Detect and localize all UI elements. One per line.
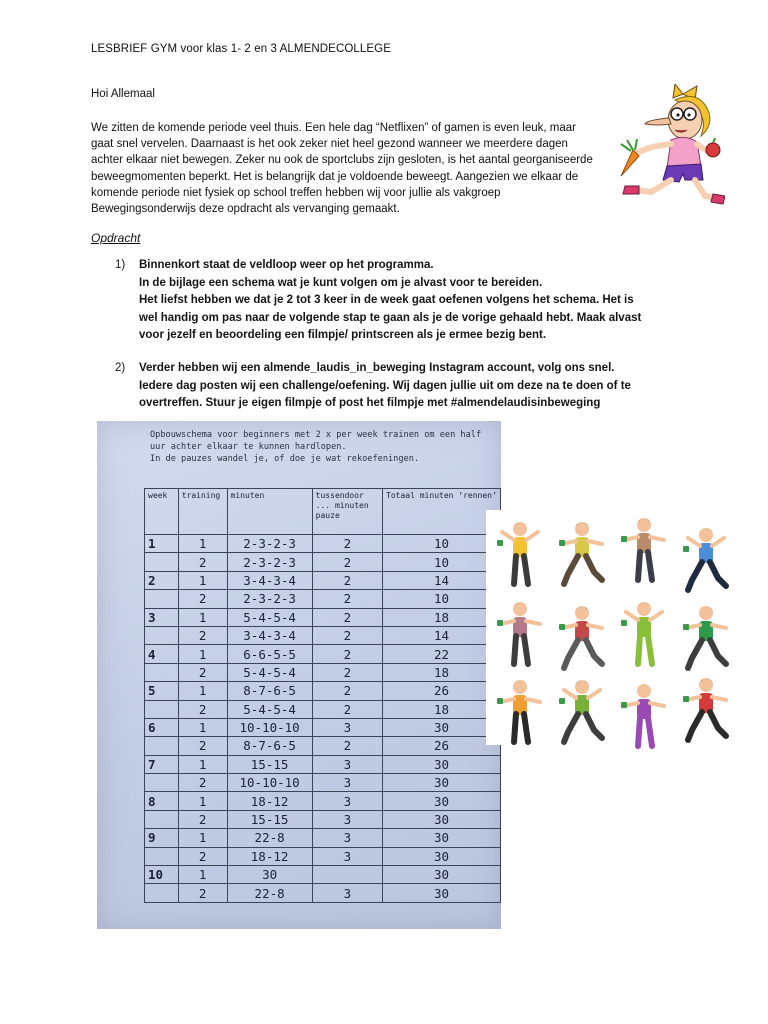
- cell-week: 7: [145, 755, 179, 773]
- cell-minuten: 18-12: [227, 792, 312, 810]
- cell-minuten: 5-4-5-4: [227, 608, 312, 626]
- cell-totaal: 14: [383, 571, 501, 589]
- exercise-figure-icon: [618, 598, 670, 668]
- cell-totaal: 10: [383, 553, 501, 571]
- table-row: [145, 774, 501, 792]
- intro-paragraph: We zitten de komende periode veel thuis. Een hele dag “Netflixen” of gamen is even leuk, maar gaat snel vervelen. Daarnaast is het ook zeker niet heel gezond wanneer we meerdere dagen achter elkaar niet bewegen. Zeker nu ook de sportclubs zijn gesloten, is het aantal georganiseerde beweegmomenten beperkt. Het is belangrijk dat je voldoende beweegt. Aangezien we elkaar de komende periode niet fysiek op school treffen hebben wij voor jullie als vakgroep Bewegingsonderwijs deze opdracht als vervanging gemaakt.: [91, 122, 593, 216]
- cell-week: 1: [145, 535, 179, 553]
- cell-totaal: 26: [383, 737, 501, 755]
- cell-pauze: 3: [312, 847, 382, 865]
- cell-pauze: 3: [312, 755, 382, 773]
- table-row: [145, 608, 501, 626]
- table-row: [145, 663, 501, 681]
- cell-training: 2: [178, 553, 227, 571]
- cell-minuten: 22-8: [227, 884, 312, 902]
- schedule-note-line: uur achter elkaar te kunnen hardlopen.: [150, 442, 347, 452]
- cell-week: [145, 663, 179, 681]
- cell-pauze: 2: [312, 645, 382, 663]
- cell-training: 2: [178, 663, 227, 681]
- table-row: [145, 571, 501, 589]
- cell-pauze: 2: [312, 535, 382, 553]
- cell-training: 2: [178, 626, 227, 644]
- table-row: [145, 810, 501, 828]
- list-item-number: 1): [115, 259, 126, 271]
- exercise-figure-icon: [494, 676, 546, 746]
- cell-minuten: 3-4-3-4: [227, 571, 312, 589]
- cell-minuten: 15-15: [227, 810, 312, 828]
- cell-week: [145, 590, 179, 608]
- cell-training: 2: [178, 847, 227, 865]
- cell-pauze: 3: [312, 718, 382, 736]
- exercise-figure-icon: [494, 518, 546, 588]
- list-item-line: Verder hebben wij een almende_laudis_in_beweging Instagram account, volg ons snel.: [139, 362, 615, 374]
- cell-training: 1: [178, 571, 227, 589]
- list-item-line: voor jezelf en beoordeling een filmpje/ printscreen als je ermee bezig bent.: [139, 329, 547, 342]
- cell-minuten: 10-10-10: [227, 774, 312, 792]
- list-item-body: [139, 257, 679, 345]
- table-row: [145, 590, 501, 608]
- cell-training: 2: [178, 737, 227, 755]
- column-header-minuten: minuten: [227, 489, 312, 535]
- cell-training: 1: [178, 829, 227, 847]
- cell-minuten: 2-3-2-3: [227, 590, 312, 608]
- cell-totaal: 18: [383, 663, 501, 681]
- schedule-note: [150, 429, 490, 465]
- cell-totaal: 30: [383, 718, 501, 736]
- schedule-header-row: [145, 489, 501, 535]
- schedule-body: [145, 535, 501, 903]
- table-row: [145, 866, 501, 884]
- document-title: LESBRIEF GYM voor klas 1- 2 en 3 ALMENDECOLLEGE: [91, 43, 391, 55]
- cell-minuten: 15-15: [227, 755, 312, 773]
- cell-totaal: 30: [383, 884, 501, 902]
- cell-minuten: 2-3-2-3: [227, 553, 312, 571]
- cell-week: [145, 553, 179, 571]
- cell-training: 1: [178, 792, 227, 810]
- list-item-line: Het liefst hebben we dat je 2 tot 3 keer in de week gaat oefenen volgens het schema. Het is: [139, 294, 634, 307]
- cell-pauze: 2: [312, 700, 382, 718]
- cell-training: 2: [178, 810, 227, 828]
- cell-week: [145, 810, 179, 828]
- exercise-figures: [486, 510, 746, 745]
- cell-pauze: 3: [312, 829, 382, 847]
- cell-training: 2: [178, 700, 227, 718]
- cell-week: [145, 884, 179, 902]
- cell-week: 6: [145, 718, 179, 736]
- cell-week: 8: [145, 792, 179, 810]
- schedule-table: [144, 488, 501, 903]
- cell-week: 4: [145, 645, 179, 663]
- cell-minuten: 18-12: [227, 847, 312, 865]
- column-header-training: training: [178, 489, 227, 535]
- cell-minuten: 2-3-2-3: [227, 535, 312, 553]
- cell-pauze: 3: [312, 810, 382, 828]
- cell-week: 3: [145, 608, 179, 626]
- cartoon-runner-icon: [605, 84, 725, 209]
- table-row: [145, 553, 501, 571]
- cell-totaal: 30: [383, 810, 501, 828]
- list-item-line: Iedere dag posten wij een challenge/oefening. Wij dagen jullie uit om deze na te doen of te: [139, 379, 631, 392]
- exercise-figure-icon: [618, 514, 670, 584]
- table-row: [145, 847, 501, 865]
- cell-minuten: 8-7-6-5: [227, 682, 312, 700]
- table-row: [145, 700, 501, 718]
- list-item-line: In de bijlage een schema wat je kunt volgen om je alvast voor te bereiden.: [139, 276, 543, 289]
- cell-week: [145, 737, 179, 755]
- cell-pauze: [312, 866, 382, 884]
- cell-totaal: 30: [383, 866, 501, 884]
- cell-week: 2: [145, 571, 179, 589]
- cell-training: 1: [178, 682, 227, 700]
- cell-week: [145, 700, 179, 718]
- table-row: [145, 737, 501, 755]
- list-item-number: 2): [115, 362, 126, 374]
- cell-week: [145, 626, 179, 644]
- exercise-figure-icon: [680, 674, 732, 744]
- cell-pauze: 2: [312, 663, 382, 681]
- cell-pauze: 2: [312, 608, 382, 626]
- list-item-body: [139, 360, 679, 413]
- table-row: [145, 626, 501, 644]
- exercise-figure-icon: [556, 602, 608, 672]
- cell-week: 9: [145, 829, 179, 847]
- cell-training: 2: [178, 590, 227, 608]
- exercise-figure-icon: [618, 680, 670, 750]
- exercise-figure-icon: [680, 524, 732, 594]
- cell-week: [145, 847, 179, 865]
- cell-pauze: 2: [312, 590, 382, 608]
- table-row: [145, 645, 501, 663]
- exercise-figure-icon: [494, 598, 546, 668]
- cell-totaal: 18: [383, 608, 501, 626]
- cell-totaal: 14: [383, 626, 501, 644]
- cell-minuten: 10-10-10: [227, 718, 312, 736]
- cell-week: 10: [145, 866, 179, 884]
- cell-week: 5: [145, 682, 179, 700]
- cell-pauze: 2: [312, 626, 382, 644]
- cell-training: 1: [178, 718, 227, 736]
- cell-totaal: 30: [383, 774, 501, 792]
- column-header-totaal: Totaal minuten ‘rennen’: [383, 489, 501, 535]
- training-schedule-photo: [97, 421, 501, 929]
- exercise-figure-icon: [556, 676, 608, 746]
- cell-minuten: 5-4-5-4: [227, 663, 312, 681]
- schedule-note-line: In de pauzes wandel je, of doe je wat rekoefeningen.: [150, 454, 420, 464]
- cell-pauze: 2: [312, 571, 382, 589]
- cell-minuten: 22-8: [227, 829, 312, 847]
- cell-totaal: 18: [383, 700, 501, 718]
- cell-totaal: 26: [383, 682, 501, 700]
- list-item-line: Binnenkort staat de veldloop weer op het programma.: [139, 259, 434, 271]
- cell-week: [145, 774, 179, 792]
- cell-totaal: 30: [383, 792, 501, 810]
- table-row: [145, 682, 501, 700]
- table-row: [145, 535, 501, 553]
- section-heading-opdracht: Opdracht: [91, 231, 141, 245]
- cell-totaal: 30: [383, 755, 501, 773]
- cell-minuten: 30: [227, 866, 312, 884]
- schedule-note-line: Opbouwschema voor beginners met 2 x per week trainen om een half: [150, 430, 482, 440]
- cell-training: 1: [178, 755, 227, 773]
- table-row: [145, 884, 501, 902]
- table-row: [145, 829, 501, 847]
- column-header-week: week: [145, 489, 179, 535]
- cell-minuten: 8-7-6-5: [227, 737, 312, 755]
- exercise-figure-icon: [680, 602, 732, 672]
- cell-training: 1: [178, 866, 227, 884]
- cell-pauze: 3: [312, 792, 382, 810]
- cell-totaal: 30: [383, 829, 501, 847]
- exercise-figure-icon: [556, 518, 608, 588]
- cell-pauze: 3: [312, 884, 382, 902]
- column-header-pauze: tussendoor ... minuten pauze: [312, 489, 382, 535]
- cell-pauze: 2: [312, 737, 382, 755]
- cell-training: 1: [178, 535, 227, 553]
- cell-minuten: 5-4-5-4: [227, 700, 312, 718]
- greeting: Hoi Allemaal: [91, 88, 155, 100]
- cell-training: 2: [178, 774, 227, 792]
- table-row: [145, 792, 501, 810]
- cell-pauze: 2: [312, 682, 382, 700]
- cell-training: 1: [178, 608, 227, 626]
- list-item-line: wel handig om pas naar de volgende stap te gaan als je de vorige gehaald hebt. Maak alvast: [139, 311, 642, 324]
- cell-pauze: 3: [312, 774, 382, 792]
- list-item-line: overtreffen. Stuur je eigen filmpje of post het filmpje met #almendelaudisinbeweging: [139, 397, 601, 410]
- cell-pauze: 2: [312, 553, 382, 571]
- cell-training: 1: [178, 645, 227, 663]
- cell-totaal: 10: [383, 590, 501, 608]
- table-row: [145, 718, 501, 736]
- cell-minuten: 6-6-5-5: [227, 645, 312, 663]
- cell-minuten: 3-4-3-4: [227, 626, 312, 644]
- cell-totaal: 10: [383, 535, 501, 553]
- table-row: [145, 755, 501, 773]
- cell-totaal: 30: [383, 847, 501, 865]
- cell-training: 2: [178, 884, 227, 902]
- cell-totaal: 22: [383, 645, 501, 663]
